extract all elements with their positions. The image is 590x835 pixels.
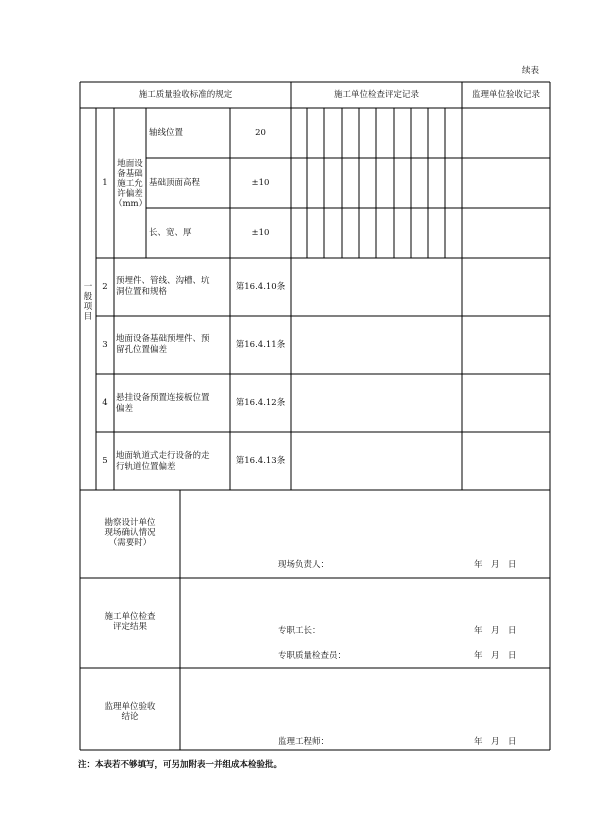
continued-label: 续表 [522, 66, 540, 76]
section-label-text: 一般项目 [83, 282, 93, 322]
supervisor-signer: 监理工程师： [278, 737, 330, 747]
item1-row3-value: ±10 [251, 228, 270, 238]
header-contractor: 施工单位检查评定记录 [333, 90, 419, 100]
item4-desc-line: 偏差 [116, 404, 134, 414]
header-standard: 施工质量验收标准的规定 [138, 90, 233, 100]
contractor-result-label-line: 施工单位检查 [104, 612, 156, 622]
item5-no: 5 [102, 456, 108, 466]
item1-group-line: 许偏差 [117, 189, 143, 199]
contractor-result-label [80, 612, 180, 632]
item4-no: 4 [102, 398, 108, 408]
survey-date: 年 月 日 [474, 560, 517, 570]
supervisor-result-label-line: 监理单位验收 [104, 702, 156, 712]
item1-row3-name: 长、宽、厚 [149, 228, 192, 238]
supervisor-result-label [80, 702, 180, 722]
footnote: 注：本表若不够填写，可另加附表一并组成本检验批。 [78, 760, 283, 770]
item1-group-line: 施工允 [117, 179, 143, 189]
item1-group-label [114, 159, 146, 209]
item1-row1-name: 轴线位置 [149, 128, 184, 138]
item2-no: 2 [102, 282, 108, 292]
contractor-signer-inspector: 专职质量检查员： [278, 651, 347, 661]
item3-ref: 第16.4.11条 [235, 340, 286, 350]
item2-desc-line: 洞位置和规格 [116, 287, 168, 297]
supervisor-date: 年 月 日 [474, 737, 517, 747]
item1-group-line: 备基础 [117, 169, 143, 179]
survey-label-line: 现场确认情况 [104, 528, 156, 538]
item2-ref: 第16.4.10条 [235, 282, 286, 292]
item3-desc-line: 留孔位置偏差 [116, 345, 168, 355]
item1-group-line: 地面设 [117, 159, 143, 169]
item5-desc-line: 行轨道位置偏差 [116, 462, 176, 472]
item3-no: 3 [102, 340, 108, 350]
item4-desc-line: 悬挂设备预置连接板位置 [116, 393, 210, 403]
item1-row2-name: 基础顶面高程 [149, 178, 201, 188]
supervisor-result-label-line: 结论 [121, 712, 139, 722]
survey-label-line: 勘察设计单位 [104, 518, 156, 528]
item1-row2-value: ±10 [251, 178, 270, 188]
item1-row1-value: 20 [255, 128, 266, 138]
item3-desc-line: 地面设备基础预埋件、预 [116, 334, 210, 344]
survey-label-line: （需要时） [108, 538, 152, 548]
item4-ref: 第16.4.12条 [235, 398, 286, 408]
contractor-signer-foreman: 专职工长： [278, 626, 321, 636]
item5-desc-line: 地面轨道式走行设备的走 [116, 451, 210, 461]
contractor-date-1: 年 月 日 [474, 626, 517, 636]
contractor-result-label-line: 评定结果 [112, 622, 147, 632]
survey-label [80, 518, 180, 548]
header-supervisor: 监理单位验收记录 [471, 90, 540, 100]
section-label-general-items [80, 282, 96, 322]
item2-desc-line: 预埋件、管线、沟槽、坑 [116, 276, 210, 286]
survey-signer: 现场负责人： [278, 560, 330, 570]
item5-ref: 第16.4.13条 [235, 456, 286, 466]
item1-no: 1 [102, 178, 108, 188]
item1-group-line: （mm） [114, 199, 148, 209]
contractor-date-2: 年 月 日 [474, 651, 517, 661]
